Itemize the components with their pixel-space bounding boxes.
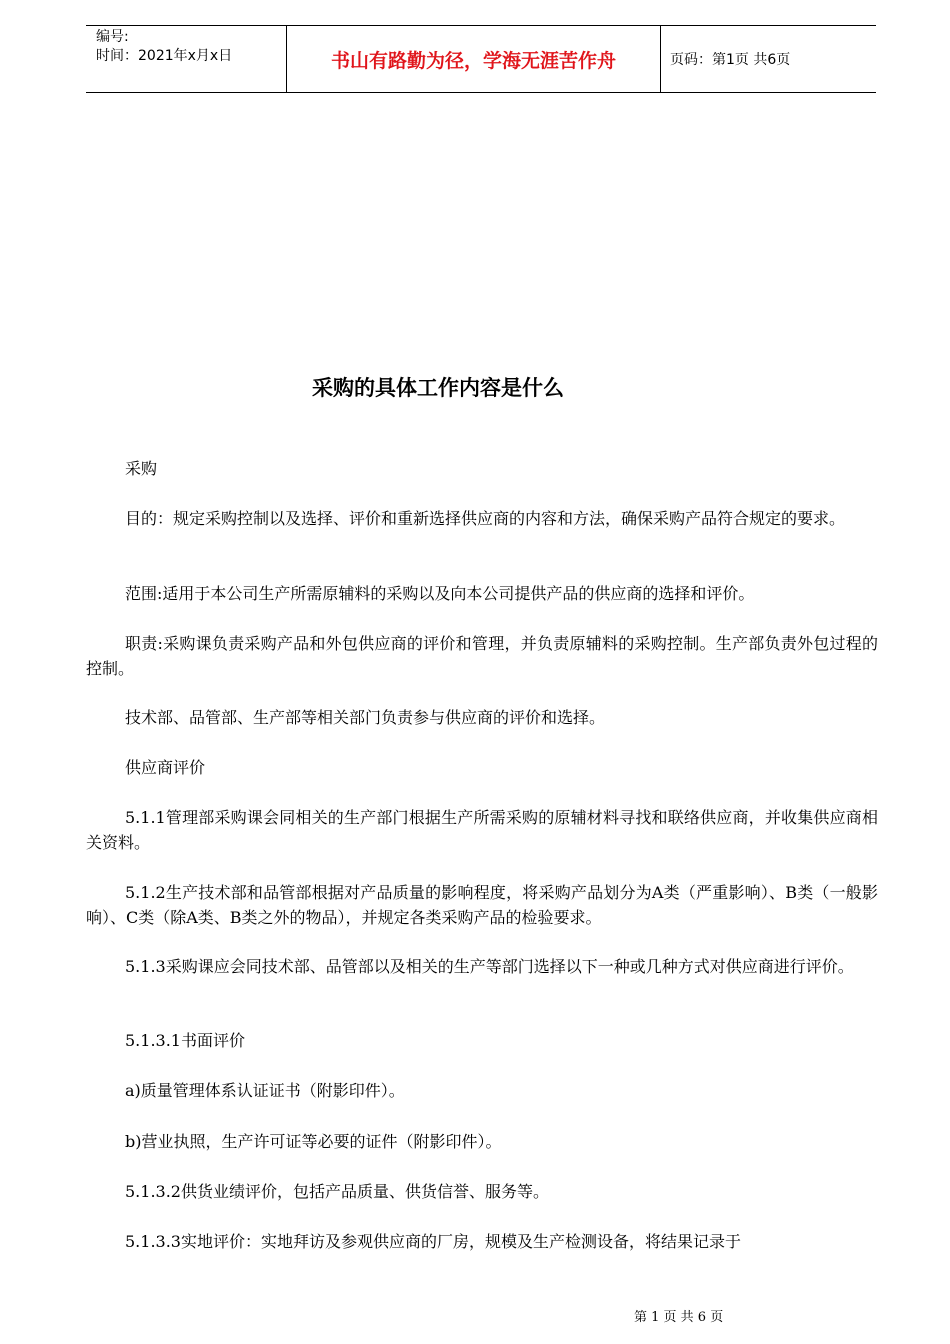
page-header: [86, 25, 876, 93]
paragraph-14: 5.1.3.3实地评价：实地拜访及参观供应商的厂房，规模及生产检测设备，将结果记录于: [125, 1232, 741, 1251]
paragraph-9: 5.1.3采购课应会同技术部、品管部以及相关的生产等部门选择以下一种或几种方式对供应商进行评价。: [125, 957, 854, 976]
header-page-info: 页码：第1页 共6页: [670, 52, 791, 68]
header-motto: 书山有路勤为径，学海无涯苦作舟: [330, 49, 616, 72]
paragraph-8: 5.1.2生产技术部和品管部根据对产品质量的影响程度，将采购产品划分为A类（严重影响）、B类（一般影响）、C类（除A类、B类之外的物品），并规定各类采购产品的检验要求。: [86, 883, 878, 927]
paragraph-12: b)营业执照，生产许可证等必要的证件（附影印件）。: [125, 1132, 502, 1151]
paragraph-10: 5.1.3.1书面评价: [125, 1031, 245, 1050]
paragraph-11: a)质量管理体系认证证书（附影印件）。: [125, 1081, 405, 1100]
paragraph-1: 采购: [125, 459, 158, 478]
paragraph-3: 范围:适用于本公司生产所需原辅料的采购以及向本公司提供产品的供应商的选择和评价。: [125, 584, 755, 603]
header-divider-right: [660, 26, 661, 92]
paragraph-2: 目的：规定采购控制以及选择、评价和重新选择供应商的内容和方法，确保采购产品符合规定的要求。: [125, 509, 846, 528]
paragraph-13: 5.1.3.2供货业绩评价，包括产品质量、供货信誉、服务等。: [125, 1182, 549, 1201]
header-meta: [96, 28, 232, 66]
paragraph-5: 技术部、品管部、生产部等相关部门负责参与供应商的评价和选择。: [125, 708, 606, 727]
document-title: 采购的具体工作内容是什么: [312, 376, 564, 400]
paragraph-4: 职责:采购课负责采购产品和外包供应商的评价和管理，并负责原辅料的采购控制。生产部负责外包过程的控制。: [86, 634, 878, 678]
document-number-label: 编号:: [96, 29, 129, 45]
document-time-label: 时间：2021年x月x日: [96, 48, 233, 64]
paragraph-6: 供应商评价: [125, 758, 206, 777]
paragraph-7: 5.1.1管理部采购课会同相关的生产部门根据生产所需采购的原辅材料寻找和联络供应商，并收集供应商相关资料。: [86, 808, 878, 852]
page-footer: 第 1 页 共 6 页: [634, 1310, 724, 1325]
